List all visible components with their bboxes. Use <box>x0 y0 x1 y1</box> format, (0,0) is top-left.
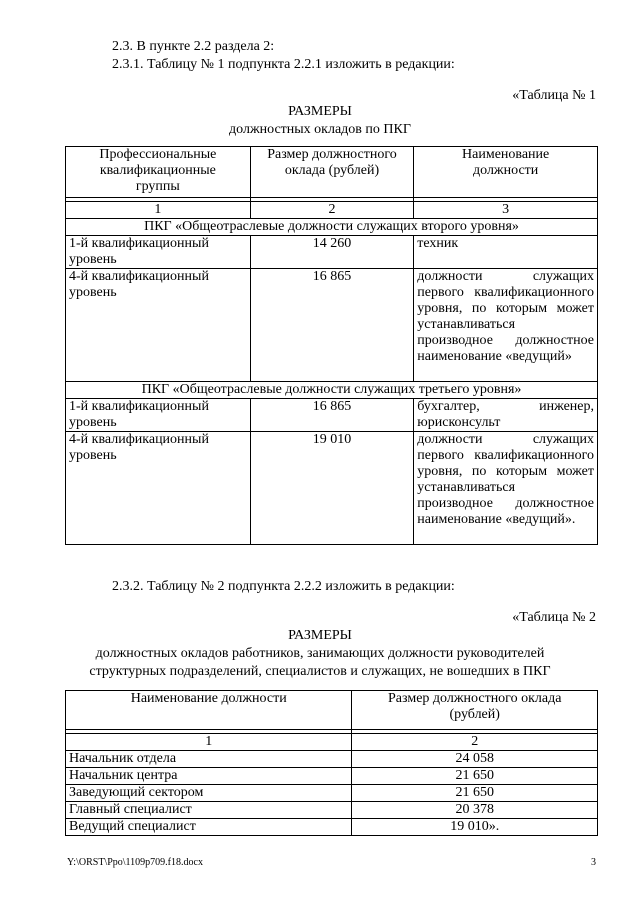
table1-cell-level: 4-й квалификационный уровень <box>66 269 251 382</box>
paragraph-2-3: 2.3. В пункте 2.2 раздела 2: <box>112 39 275 54</box>
table1-header-positions: Наименование должности <box>414 147 598 198</box>
table1-group-row <box>66 219 598 236</box>
table1-cell-positions: должности служащих первого квалификационного уровня, по которым может устанавливаться производное должностное наименование «ведущий» <box>414 269 598 382</box>
table2-title: РАЗМЕРЫ <box>288 628 352 643</box>
table1-cell-level: 1-й квалификационный уровень <box>66 236 251 269</box>
table1-cell-positions: техник <box>414 236 598 269</box>
table1-header-salary: Размер должностного оклада (рублей) <box>250 147 414 198</box>
paragraph-2-3-1: 2.3.1. Таблицу № 1 подпункта 2.2.1 изложить в редакции: <box>112 57 455 72</box>
table2-cell-salary: 21 650 <box>352 768 598 785</box>
table2-cell-name: Главный специалист <box>66 802 352 819</box>
paragraph-2-3-2: 2.3.2. Таблицу № 2 подпункта 2.2.2 изложить в редакции: <box>112 579 455 594</box>
table1-number-row <box>66 202 598 219</box>
table1-col-number-3: 3 <box>414 202 598 219</box>
page-number: 3 <box>591 857 596 868</box>
table2-col-number-2: 2 <box>352 734 598 751</box>
table1-group-row <box>66 382 598 399</box>
table-row <box>66 785 598 802</box>
table2-cell-salary: 21 650 <box>352 785 598 802</box>
table1-cell-salary: 14 260 <box>250 236 414 269</box>
table1-cell-salary: 19 010 <box>250 432 414 545</box>
table2-subtitle-line2: структурных подразделений, специалистов и служащих, не вошедших в ПКГ <box>89 664 551 679</box>
table1-group1-title: ПКГ «Общеотраслевые должности служащих второго уровня» <box>66 219 598 236</box>
table2-cell-name: Начальник отдела <box>66 751 352 768</box>
salary-table-1 <box>65 146 598 545</box>
table1-cell-salary: 16 865 <box>250 399 414 432</box>
table2-col-number-1: 1 <box>66 734 352 751</box>
table2-header-salary: Размер должностного оклада (рублей) <box>352 691 598 730</box>
table1-col-number-2: 2 <box>250 202 414 219</box>
table-row <box>66 432 598 545</box>
table2-label: «Таблица № 2 <box>512 610 596 625</box>
table2-number-row <box>66 734 598 751</box>
table1-cell-level: 1-й квалификационный уровень <box>66 399 251 432</box>
table-row <box>66 236 598 269</box>
table2-cell-salary: 19 010». <box>352 819 598 836</box>
table2-subtitle-line1: должностных окладов работников, занимающих должности руководителей <box>95 646 545 661</box>
table-row <box>66 269 598 382</box>
table1-subtitle: должностных окладов по ПКГ <box>229 122 411 137</box>
table-row <box>66 399 598 432</box>
table2-cell-name: Начальник центра <box>66 768 352 785</box>
table-row <box>66 768 598 785</box>
table2-header-name: Наименование должности <box>66 691 352 730</box>
table-row <box>66 802 598 819</box>
table1-cell-positions: должности служащих первого квалификационного уровня, по которым может устанавливаться производное должностное наименование «ведущий». <box>414 432 598 545</box>
table2-header-row <box>66 691 598 730</box>
footer-file-path: Y:\ORST\Ppo\1109p709.f18.docx <box>67 857 203 868</box>
table-row <box>66 751 598 768</box>
table1-col-number-1: 1 <box>66 202 251 219</box>
table2-cell-name: Заведующий сектором <box>66 785 352 802</box>
table1-title: РАЗМЕРЫ <box>288 104 352 119</box>
table2-cell-salary: 20 378 <box>352 802 598 819</box>
salary-table-2 <box>65 690 598 836</box>
table1-group2-title: ПКГ «Общеотраслевые должности служащих третьего уровня» <box>66 382 598 399</box>
table1-cell-salary: 16 865 <box>250 269 414 382</box>
table-row <box>66 819 598 836</box>
table1-header-row <box>66 147 598 198</box>
table1-header-groups: Профессиональные квалификационные группы <box>66 147 251 198</box>
table1-cell-positions: бухгалтер, инженер, юрисконсульт <box>414 399 598 432</box>
table2-cell-salary: 24 058 <box>352 751 598 768</box>
table1-label: «Таблица № 1 <box>512 88 596 103</box>
table2-cell-name: Ведущий специалист <box>66 819 352 836</box>
table1-cell-level: 4-й квалификационный уровень <box>66 432 251 545</box>
